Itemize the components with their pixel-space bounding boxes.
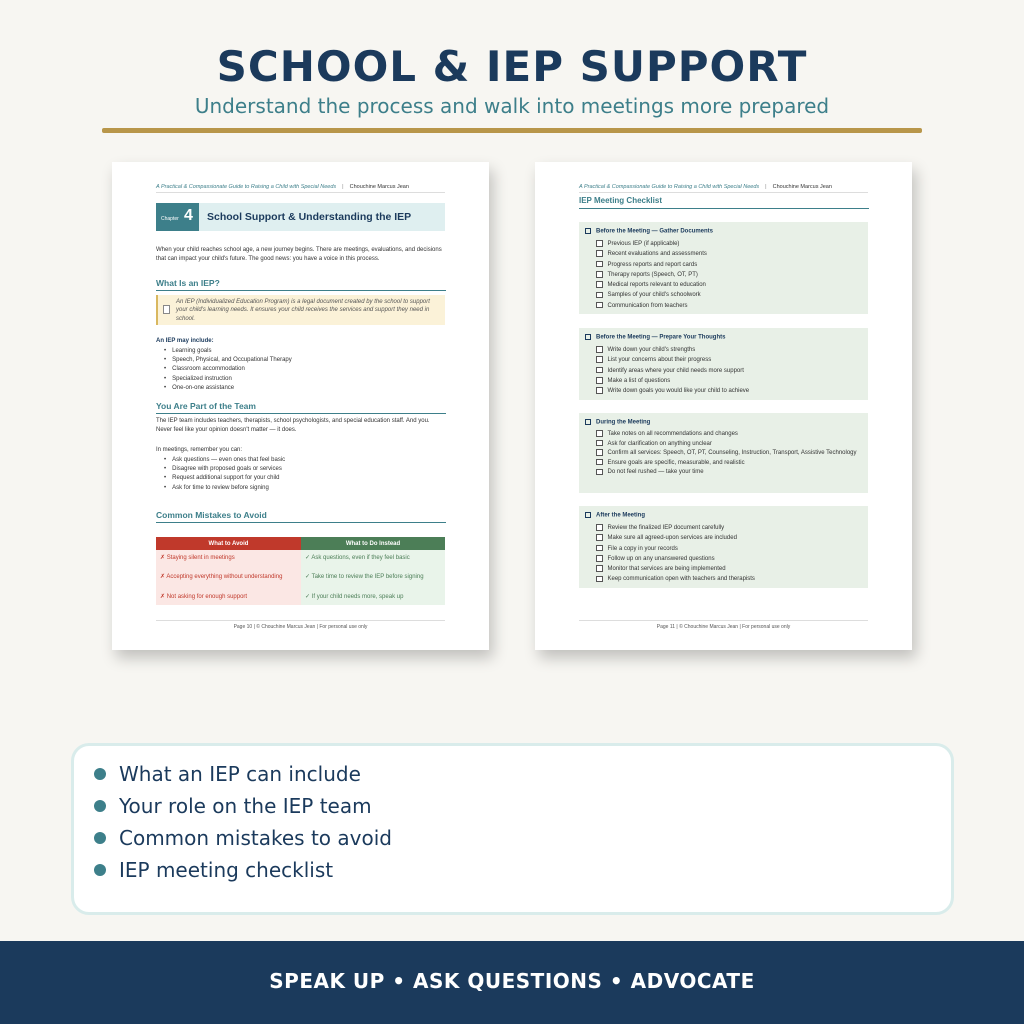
- bullet-dot-icon: [94, 832, 106, 844]
- page-footer: Page 10 | © Chouchine Marcus Jean | For personal use only: [156, 620, 445, 630]
- running-header: [156, 184, 445, 193]
- section-heading-mistakes: Common Mistakes to Avoid: [156, 510, 446, 523]
- checklist-items: [596, 345, 861, 396]
- iep-includes-list: [164, 347, 292, 393]
- instead-cell: ✓ Take time to review the IEP before signing: [301, 566, 445, 589]
- checklist-item: Ask for clarification on anything unclear: [596, 440, 861, 450]
- list-item: • Classroom accommodation: [164, 365, 292, 374]
- table-row: [156, 550, 445, 566]
- bullet-dot-icon: [94, 768, 106, 780]
- list-item: • One-on-one assistance: [164, 384, 292, 393]
- meetings-lead: In meetings, remember you can:: [156, 447, 243, 453]
- bullet-dot-icon: [94, 800, 106, 812]
- checklist-item: Ensure goals are specific, measurable, and realistic: [596, 459, 861, 469]
- checklist-group-heading: [585, 228, 713, 235]
- section-heading-what-is-iep: What Is an IEP?: [156, 278, 446, 291]
- checklist-items: [596, 430, 861, 478]
- document-icon: [163, 305, 170, 314]
- checklist-group-heading: [585, 419, 650, 426]
- checklist-item: Take notes on all recommendations and changes: [596, 430, 861, 440]
- book-title: A Practical & Compassionate Guide to Raising a Child with Special Needs: [579, 184, 760, 190]
- list-item: • Disagree with proposed goals or services: [164, 465, 285, 474]
- summary-item: [94, 822, 392, 854]
- table-row: [156, 566, 445, 589]
- checklist-item: Identify areas where your child needs more support: [596, 366, 861, 376]
- intro-paragraph: When your child reaches school age, a new journey begins. There are meetings, evaluations, and decisions that can impact your child's future. The good news: you have a voice in this process.: [156, 247, 442, 262]
- summary-list: [94, 758, 392, 886]
- avoid-cell: ✗ Staying silent in meetings: [156, 550, 301, 566]
- page-footer: Page 11 | © Chouchine Marcus Jean | For personal use only: [579, 620, 868, 630]
- list-item: • Speech, Physical, and Occupational Therapy: [164, 356, 292, 365]
- main-title: SCHOOL & IEP SUPPORT: [216, 42, 808, 91]
- checklist-items: [596, 523, 861, 585]
- checklist-items: [596, 239, 861, 311]
- footer-slogan: SPEAK UP • ASK QUESTIONS • ADVOCATE: [269, 969, 755, 993]
- checklist-group-gather: [579, 222, 868, 314]
- summary-item-label: Your role on the IEP team: [119, 794, 372, 818]
- instead-cell: ✓ Ask questions, even if they feel basic: [301, 550, 445, 566]
- chapter-label: Chapter: [161, 216, 179, 222]
- folder-icon: [585, 228, 591, 234]
- list-item: • Ask questions — even ones that feel basic: [164, 456, 285, 465]
- checklist-item: Therapy reports (Speech, OT, PT): [596, 270, 861, 280]
- checklist-item: Do not feel rushed — take your time: [596, 468, 861, 478]
- summary-item: [94, 854, 392, 886]
- summary-item-label: Common mistakes to avoid: [119, 826, 392, 850]
- header-separator: |: [765, 184, 767, 190]
- header-separator: |: [342, 184, 344, 190]
- footer-banner: [0, 941, 1024, 1024]
- mistakes-table: [156, 537, 445, 605]
- table-header-row: [156, 537, 445, 550]
- author-name: Chouchine Marcus Jean: [349, 184, 409, 190]
- chapter-number: 4: [184, 207, 193, 224]
- checklist-item: Make a list of questions: [596, 376, 861, 386]
- checklist-group-heading: [585, 512, 645, 519]
- calendar-icon: [585, 419, 591, 425]
- page-preview-left: [112, 162, 489, 650]
- checkbox-icon: [585, 512, 591, 518]
- checklist-item: Monitor that services are being implemented: [596, 564, 861, 574]
- list-item: • Request additional support for your child: [164, 474, 285, 483]
- page-preview-right: [535, 162, 912, 650]
- author-name: Chouchine Marcus Jean: [772, 184, 832, 190]
- checklist-item: Write down goals you would like your child to achieve: [596, 386, 861, 396]
- avoid-cell: ✗ Not asking for enough support: [156, 589, 301, 605]
- checklist-group-after: [579, 506, 868, 588]
- table-row: [156, 589, 445, 605]
- group-heading-text: Before the Meeting — Prepare Your Thoughts: [596, 334, 726, 341]
- team-paragraph: The IEP team includes teachers, therapists, school psychologists, and special education staff. And you. Never feel like your opinion doesn't matter — it does.: [156, 418, 430, 433]
- checklist-group-prepare: [579, 328, 868, 400]
- checklist-item: Write down your child's strengths: [596, 345, 861, 355]
- summary-box: [71, 743, 954, 915]
- bullet-dot-icon: [94, 864, 106, 876]
- chapter-number-box: [156, 203, 199, 231]
- subtitle: Understand the process and walk into meetings more prepared: [194, 94, 830, 118]
- checklist-item: Confirm all services: Speech, OT, PT, Counseling, Instruction, Transport, Assistive Technology: [596, 449, 861, 459]
- document-icon: [585, 334, 591, 340]
- checklist-item: Follow up on any unanswered questions: [596, 554, 861, 564]
- list-item: • Learning goals: [164, 347, 292, 356]
- checklist-title: IEP Meeting Checklist: [579, 196, 869, 209]
- checklist-item: Samples of your child's schoolwork: [596, 290, 861, 300]
- summary-item: [94, 790, 392, 822]
- book-title: A Practical & Compassionate Guide to Raising a Child with Special Needs: [156, 184, 337, 190]
- avoid-cell: ✗ Accepting everything without understanding: [156, 566, 301, 589]
- checklist-item: File a copy in your records: [596, 544, 861, 554]
- group-heading-text: During the Meeting: [596, 419, 651, 426]
- running-header: [579, 184, 868, 193]
- checklist-item: Keep communication open with teachers and therapists: [596, 574, 861, 584]
- checklist-item: Previous IEP (if applicable): [596, 239, 861, 249]
- group-heading-text: Before the Meeting — Gather Documents: [596, 228, 714, 235]
- summary-item: [94, 758, 392, 790]
- divider: [102, 128, 922, 133]
- iep-definition-callout: [156, 295, 445, 325]
- meeting-rights-list: [164, 456, 285, 493]
- chapter-title: School Support & Understanding the IEP: [207, 211, 412, 223]
- iep-list-label: An IEP may include:: [156, 338, 214, 344]
- column-header-avoid: What to Avoid: [156, 537, 301, 550]
- instead-cell: ✓ If your child needs more, speak up: [301, 589, 445, 605]
- checklist-item: Communication from teachers: [596, 301, 861, 311]
- list-item: • Specialized instruction: [164, 375, 292, 384]
- list-item: • Ask for time to review before signing: [164, 484, 285, 493]
- checklist-group-heading: [585, 334, 725, 341]
- checklist-group-during: [579, 413, 868, 493]
- section-heading-team: You Are Part of the Team: [156, 401, 446, 414]
- chapter-banner: [156, 203, 445, 231]
- callout-text: An IEP (Individualized Education Program) is a legal document created by the school to support your child's learning needs. It ensures your child receives the services and support they need in school.: [176, 299, 430, 322]
- summary-item-label: What an IEP can include: [119, 762, 361, 786]
- group-heading-text: After the Meeting: [596, 512, 646, 519]
- summary-item-label: IEP meeting checklist: [119, 858, 334, 882]
- checklist-item: Medical reports relevant to education: [596, 280, 861, 290]
- checklist-item: List your concerns about their progress: [596, 355, 861, 365]
- checklist-item: Make sure all agreed-upon services are included: [596, 533, 861, 543]
- checklist-item: Recent evaluations and assessments: [596, 249, 861, 259]
- checklist-item: Progress reports and report cards: [596, 260, 861, 270]
- column-header-instead: What to Do Instead: [301, 537, 445, 550]
- checklist-item: Review the finalized IEP document carefully: [596, 523, 861, 533]
